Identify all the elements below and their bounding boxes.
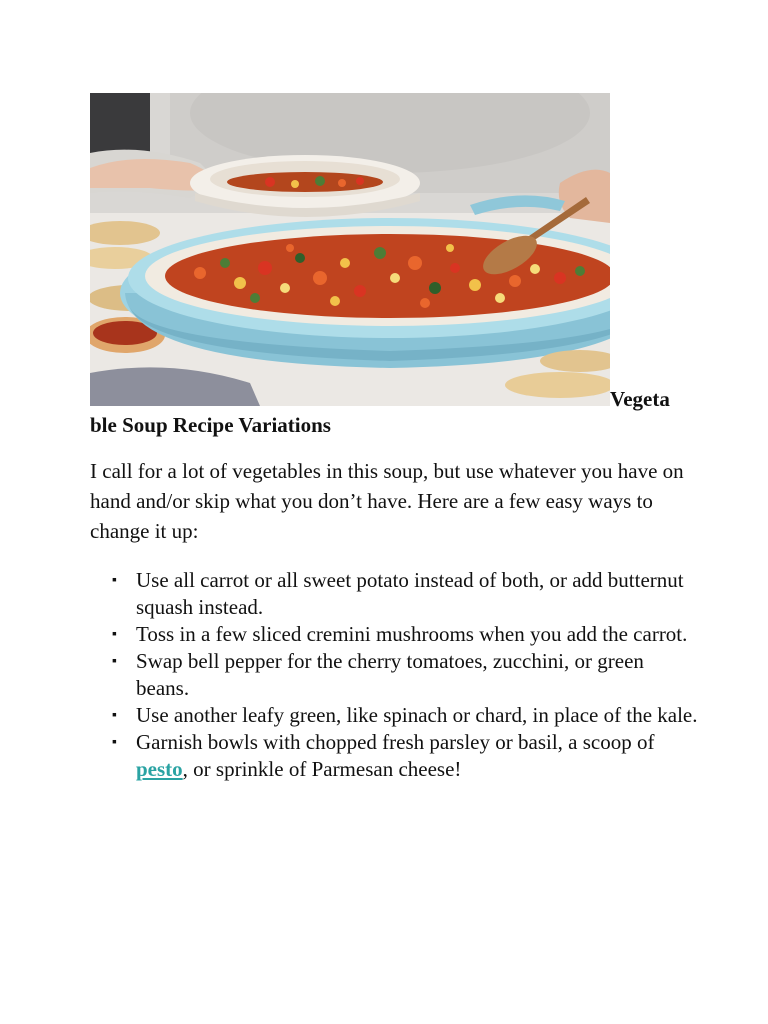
list-item — [90, 729, 700, 783]
bullet-icon: ▪ — [112, 708, 117, 723]
list-item-text: Use another leafy green, like spinach or chard, in place of the kale. — [136, 703, 698, 727]
bullet-icon: ▪ — [112, 735, 117, 750]
variations-list — [90, 567, 700, 783]
list-item — [90, 567, 700, 621]
bullet-icon: ▪ — [112, 627, 117, 642]
list-item — [90, 621, 700, 648]
intro-paragraph: I call for a lot of vegetables in this soup, but use whatever you have on hand and/or skip what you don’t have. Here are a few easy ways to change it up: — [90, 459, 684, 543]
list-item-text: Swap bell pepper for the cherry tomatoes, zucchini, or green beans. — [136, 649, 644, 700]
heading-second-part: ble Soup Recipe Variations — [90, 413, 331, 437]
bullet-icon: ▪ — [112, 654, 117, 669]
list-item-text-after: , or sprinkle of Parmesan cheese! — [182, 757, 462, 781]
list-item — [90, 702, 700, 729]
heading-first-part: Vegeta — [610, 387, 670, 411]
list-item-text-before: Garnish bowls with chopped fresh parsley or basil, a scoop of — [136, 730, 655, 754]
soup-pot-photo — [90, 93, 610, 406]
bullet-icon: ▪ — [112, 573, 117, 588]
pesto-link[interactable]: pesto — [136, 757, 183, 781]
list-item — [90, 648, 700, 702]
list-item-text: Toss in a few sliced cremini mushrooms when you add the carrot. — [136, 622, 688, 646]
list-item-text: Use all carrot or all sweet potato instead of both, or add butternut squash instead. — [136, 568, 684, 619]
